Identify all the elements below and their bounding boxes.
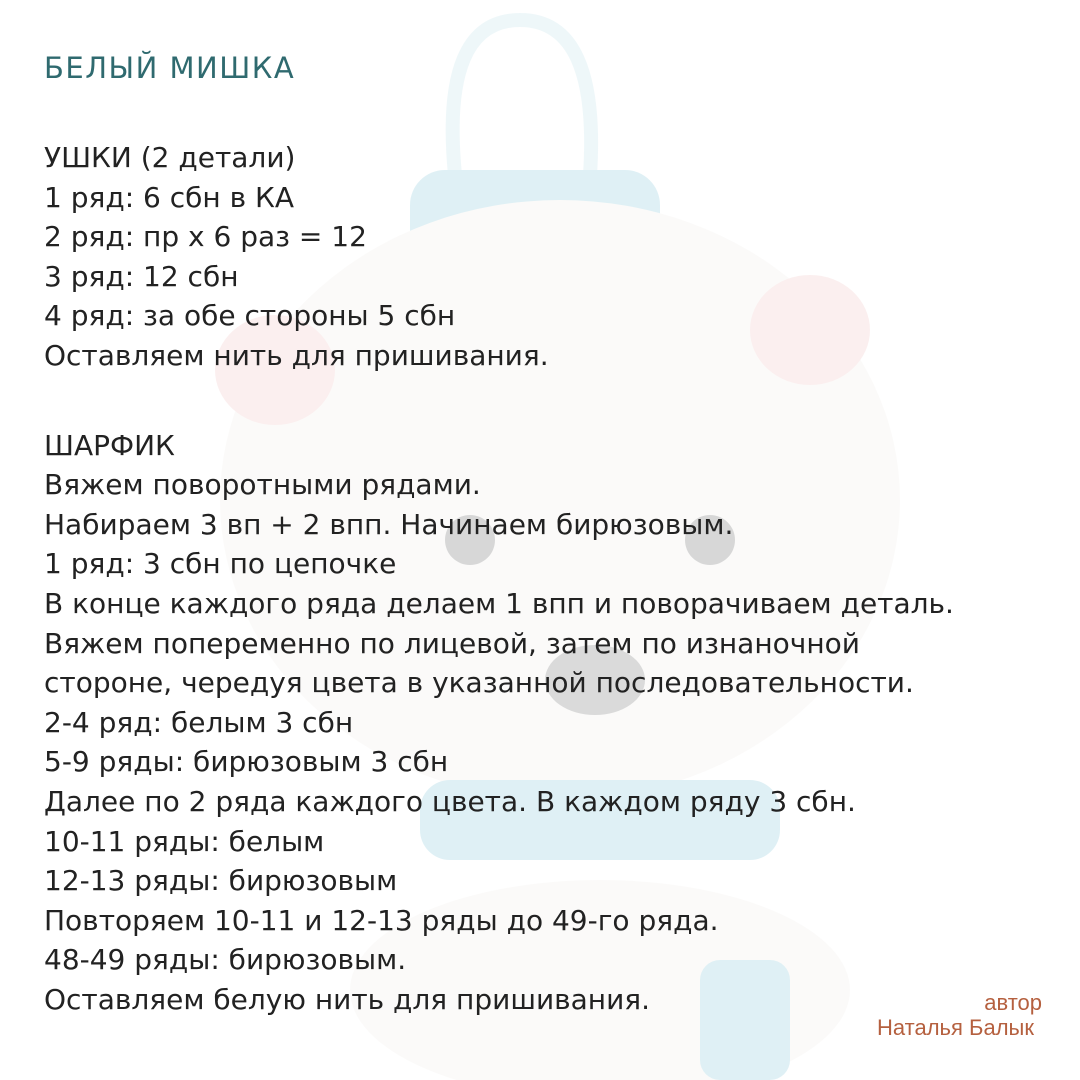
scarf-line: Далее по 2 ряда каждого цвета. В каждом ряду 3 сбн.: [44, 784, 856, 818]
scarf-line: В конце каждого ряда делаем 1 впп и поворачиваем деталь.: [44, 586, 954, 620]
ears-section: [44, 138, 1054, 376]
ears-line: 2 ряд: пр х 6 раз = 12: [44, 220, 367, 254]
ears-line: 3 ряд: 12 сбн: [44, 259, 239, 293]
author-credit: [877, 990, 1042, 1040]
scarf-line: 2-4 ряд: белым 3 сбн: [44, 705, 354, 739]
pattern-text: [44, 40, 1054, 1019]
scarf-line: стороне, чередуя цвета в указанной последовательности.: [44, 666, 914, 700]
scarf-line: Повторяем 10-11 и 12-13 ряды до 49-го ряда.: [44, 903, 719, 937]
author-name: Наталья Балык: [877, 1015, 1034, 1040]
scarf-line: Вяжем поворотными рядами.: [44, 468, 481, 502]
scarf-line: Набираем 3 вп + 2 впп. Начинаем бирюзовым.: [44, 507, 734, 541]
scarf-line: Вяжем попеременно по лицевой, затем по изнаночной: [44, 626, 860, 660]
scarf-line: Оставляем белую нить для пришивания.: [44, 982, 651, 1016]
ears-line: Оставляем нить для пришивания.: [44, 338, 549, 372]
scarf-line: 12-13 ряды: бирюзовым: [44, 864, 398, 898]
scarf-line: 48-49 ряды: бирюзовым.: [44, 943, 407, 977]
scarf-heading: ШАРФИК: [44, 428, 175, 462]
author-label: автор: [984, 990, 1042, 1015]
scarf-section: [44, 426, 1054, 1020]
scarf-line: 1 ряд: 3 сбн по цепочке: [44, 547, 397, 581]
ears-line: 1 ряд: 6 сбн в КА: [44, 180, 295, 214]
scarf-line: 5-9 ряды: бирюзовым 3 сбн: [44, 745, 449, 779]
ears-heading: УШКИ (2 детали): [44, 141, 296, 174]
page-title: БЕЛЫЙ МИШКА: [44, 51, 296, 85]
scarf-line: 10-11 ряды: белым: [44, 824, 325, 858]
ears-line: 4 ряд: за обе стороны 5 сбн: [44, 299, 456, 333]
